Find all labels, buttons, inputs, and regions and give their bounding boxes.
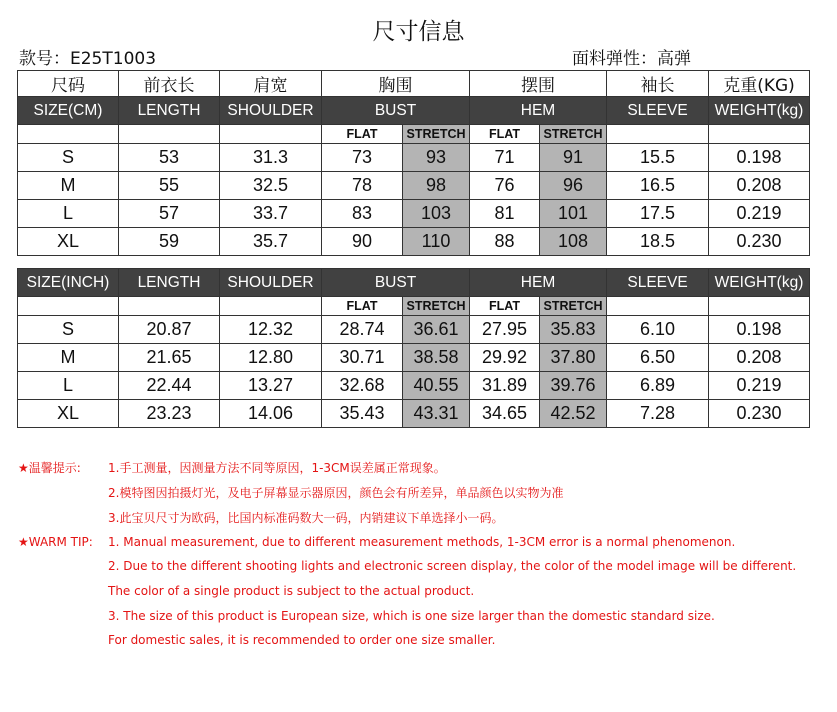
bust-flat-label-inch: FLAT [322, 297, 403, 316]
cell-bust-stretch: 36.61 [403, 316, 470, 344]
tip-en-5: For domestic sales, it is recommended to order one size smaller. [108, 633, 496, 647]
header-row-zh [18, 71, 810, 97]
cell-weight: 0.198 [709, 316, 810, 344]
page-title: 尺寸信息 [372, 19, 465, 45]
header-shoulder-inch: SHOULDER [220, 269, 322, 297]
table-row [18, 172, 810, 200]
tip-en-2: 2. Due to the different shooting lights and electronic screen display, the color of the model image will be different. [108, 559, 797, 573]
header-shoulder-zh: 肩宽 [220, 71, 322, 97]
header-bust: BUST [322, 97, 470, 125]
header-length: LENGTH [119, 97, 220, 125]
tip-en-4: 3. The size of this product is European size, which is one size larger than the domestic standard size. [108, 609, 715, 623]
cell-size: M [18, 172, 119, 200]
cell-shoulder: 31.3 [220, 144, 322, 172]
cell-hem-stretch: 37.80 [540, 344, 607, 372]
header-sleeve: SLEEVE [607, 97, 709, 125]
cell-hem-flat: 71 [470, 144, 540, 172]
cell-bust-stretch: 98 [403, 172, 470, 200]
header-length-zh: 前衣长 [119, 71, 220, 97]
table-row [18, 144, 810, 172]
cell-sleeve: 6.50 [607, 344, 709, 372]
cell-weight: 0.219 [709, 200, 810, 228]
table-row [18, 400, 810, 428]
table-row [18, 344, 810, 372]
cell-hem-flat: 31.89 [470, 372, 540, 400]
tip-zh-1: 1.手工测量，因测量方法不同等原因，1-3CM误差属正常现象。 [108, 461, 446, 475]
cell-bust-flat: 28.74 [322, 316, 403, 344]
cell-hem-stretch: 91 [540, 144, 607, 172]
cell-weight: 0.198 [709, 144, 810, 172]
tip-en-3: The color of a single product is subject to the actual product. [108, 584, 475, 598]
cell-hem-flat: 34.65 [470, 400, 540, 428]
cell-weight: 0.219 [709, 372, 810, 400]
cell-hem-flat: 81 [470, 200, 540, 228]
cell-size: XL [18, 400, 119, 428]
cell-hem-stretch: 35.83 [540, 316, 607, 344]
cell-weight: 0.208 [709, 344, 810, 372]
cell-shoulder: 35.7 [220, 228, 322, 256]
style-number: 款号：E25T1003 [19, 49, 157, 69]
cell-shoulder: 13.27 [220, 372, 322, 400]
sub-header-row [18, 125, 810, 144]
cell-length: 21.65 [119, 344, 220, 372]
cell-size: L [18, 372, 119, 400]
cell-sleeve: 17.5 [607, 200, 709, 228]
cell-size: M [18, 344, 119, 372]
cell-bust-stretch: 40.55 [403, 372, 470, 400]
cell-weight: 0.230 [709, 400, 810, 428]
cell-shoulder: 32.5 [220, 172, 322, 200]
tip-zh-2: 2.模特图因拍摄灯光，及电子屏幕显示器原因，颜色会有所差异，单品颜色以实物为准 [108, 486, 564, 500]
table-row [18, 228, 810, 256]
cell-bust-flat: 83 [322, 200, 403, 228]
table-row [18, 200, 810, 228]
cell-length: 59 [119, 228, 220, 256]
header-shoulder: SHOULDER [220, 97, 322, 125]
hem-flat-label-inch: FLAT [470, 297, 540, 316]
tip-en-1: 1. Manual measurement, due to different measurement methods, 1-3CM error is a normal phenomenon. [108, 535, 736, 549]
cell-length: 22.44 [119, 372, 220, 400]
cell-shoulder: 12.80 [220, 344, 322, 372]
table-row [18, 316, 810, 344]
header-weight: WEIGHT(kg) [709, 97, 810, 125]
bust-stretch-label: STRETCH [403, 125, 470, 144]
cell-shoulder: 33.7 [220, 200, 322, 228]
cm-table-body [18, 144, 810, 256]
cell-sleeve: 6.89 [607, 372, 709, 400]
cell-hem-stretch: 101 [540, 200, 607, 228]
cell-bust-stretch: 43.31 [403, 400, 470, 428]
cell-size: L [18, 200, 119, 228]
size-table-cm [17, 70, 810, 256]
header-bust-inch: BUST [322, 269, 470, 297]
cell-bust-flat: 35.43 [322, 400, 403, 428]
header-hem-inch: HEM [470, 269, 607, 297]
cell-bust-flat: 90 [322, 228, 403, 256]
header-row-en-inch [18, 269, 810, 297]
cell-hem-stretch: 42.52 [540, 400, 607, 428]
cell-hem-stretch: 96 [540, 172, 607, 200]
inch-table-body [18, 316, 810, 428]
header-size-inch: SIZE(INCH) [18, 269, 119, 297]
cell-sleeve: 7.28 [607, 400, 709, 428]
cell-length: 55 [119, 172, 220, 200]
cell-sleeve: 6.10 [607, 316, 709, 344]
cell-hem-stretch: 39.76 [540, 372, 607, 400]
bust-flat-label: FLAT [322, 125, 403, 144]
cell-hem-stretch: 108 [540, 228, 607, 256]
cell-size: S [18, 144, 119, 172]
cell-size: S [18, 316, 119, 344]
cell-bust-stretch: 93 [403, 144, 470, 172]
hem-stretch-label: STRETCH [540, 125, 607, 144]
header-size-zh: 尺码 [18, 71, 119, 97]
cell-length: 23.23 [119, 400, 220, 428]
tip-label-zh: ★温馨提示: [18, 461, 81, 475]
header-size-cm: SIZE(CM) [18, 97, 119, 125]
cell-sleeve: 16.5 [607, 172, 709, 200]
cell-sleeve: 18.5 [607, 228, 709, 256]
cell-hem-flat: 76 [470, 172, 540, 200]
bust-stretch-label-inch: STRETCH [403, 297, 470, 316]
hem-flat-label: FLAT [470, 125, 540, 144]
cell-length: 57 [119, 200, 220, 228]
size-table-inch [17, 268, 810, 428]
header-hem-zh: 摆围 [470, 71, 607, 97]
header-hem: HEM [470, 97, 607, 125]
header-weight-inch: WEIGHT(kg) [709, 269, 810, 297]
cell-size: XL [18, 228, 119, 256]
tip-zh-3: 3.此宝贝尺寸为欧码，比国内标准码数大一码，内销建议下单选择小一码。 [108, 511, 504, 525]
cell-hem-flat: 29.92 [470, 344, 540, 372]
cell-length: 53 [119, 144, 220, 172]
header-length-inch: LENGTH [119, 269, 220, 297]
cell-bust-flat: 78 [322, 172, 403, 200]
cell-shoulder: 14.06 [220, 400, 322, 428]
header-weight-zh: 克重(KG) [709, 71, 810, 97]
cell-hem-flat: 88 [470, 228, 540, 256]
cell-weight: 0.208 [709, 172, 810, 200]
cell-hem-flat: 27.95 [470, 316, 540, 344]
cell-bust-stretch: 110 [403, 228, 470, 256]
header-row-en [18, 97, 810, 125]
cell-weight: 0.230 [709, 228, 810, 256]
header-sleeve-inch: SLEEVE [607, 269, 709, 297]
cell-shoulder: 12.32 [220, 316, 322, 344]
cell-bust-flat: 30.71 [322, 344, 403, 372]
cell-bust-flat: 73 [322, 144, 403, 172]
hem-stretch-label-inch: STRETCH [540, 297, 607, 316]
cell-length: 20.87 [119, 316, 220, 344]
table-row [18, 372, 810, 400]
cell-bust-stretch: 38.58 [403, 344, 470, 372]
cell-sleeve: 15.5 [607, 144, 709, 172]
fabric-elasticity: 面料弹性：高弹 [572, 49, 691, 69]
cell-bust-stretch: 103 [403, 200, 470, 228]
sub-header-row-inch [18, 297, 810, 316]
tip-label-en: ★WARM TIP: [18, 535, 93, 549]
cell-bust-flat: 32.68 [322, 372, 403, 400]
header-sleeve-zh: 袖长 [607, 71, 709, 97]
header-bust-zh: 胸围 [322, 71, 470, 97]
